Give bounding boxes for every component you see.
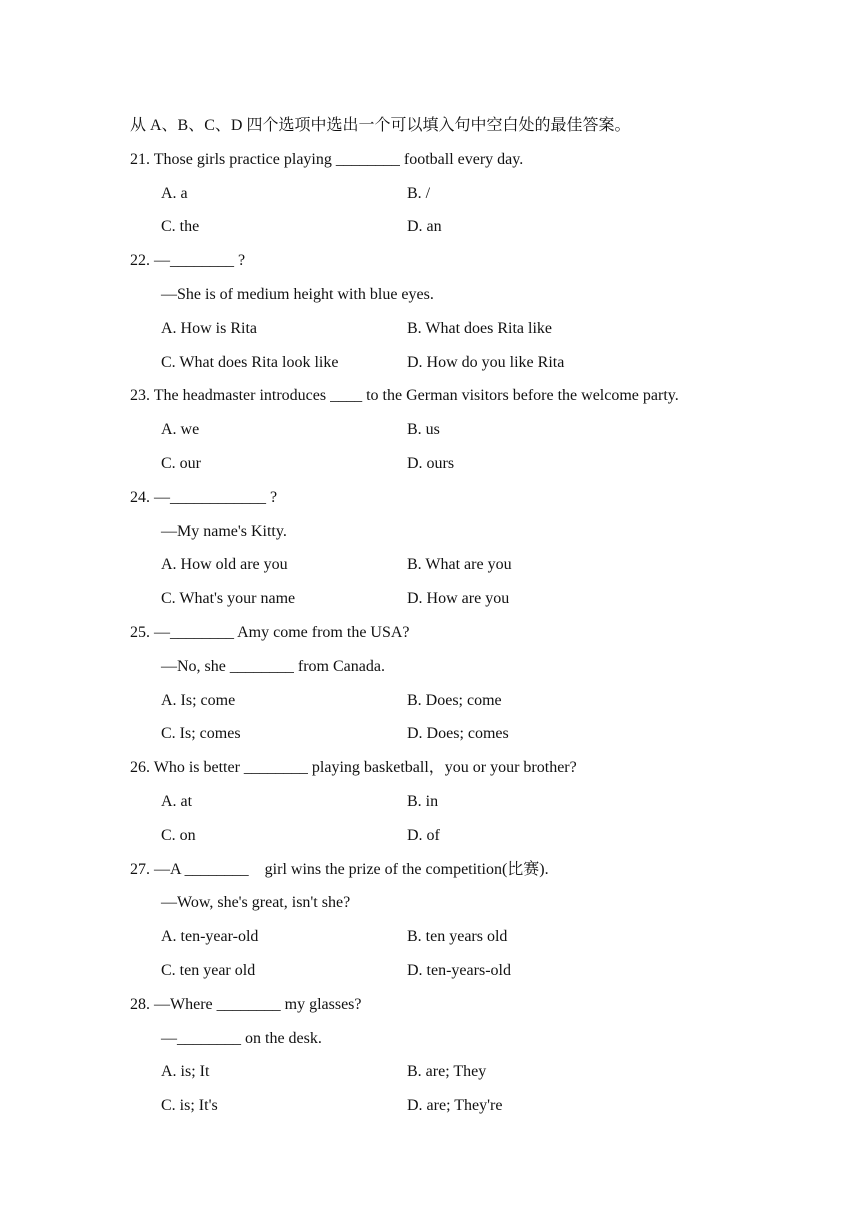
answer-option[interactable]: B. What does Rita like [407, 319, 553, 337]
answer-option[interactable]: D. are; They're [407, 1097, 503, 1115]
answer-option[interactable]: A. How old are you [161, 556, 288, 574]
answer-option[interactable]: C. What's your name [161, 590, 296, 608]
answer-options [130, 920, 810, 988]
question-block [130, 481, 810, 616]
dialogue-response: —My name's Kitty. [161, 522, 287, 540]
option-row [130, 210, 810, 244]
question-stem: 27. —A ________ girl wins the prize of the competition(比赛). [130, 860, 549, 878]
option-row [130, 684, 810, 718]
answer-option[interactable]: C. the [161, 218, 200, 236]
answer-options [130, 413, 810, 481]
answer-options [130, 548, 810, 616]
option-row [130, 548, 810, 582]
option-row [130, 413, 810, 447]
question-stem: 24. —____________ ? [130, 488, 278, 506]
dialogue-response: —No, she ________ from Canada. [161, 657, 385, 675]
question-stem: 26. Who is better ________ playing basketball，you or your brother? [130, 759, 577, 777]
answer-option[interactable]: A. ten-year-old [161, 928, 259, 946]
option-row [130, 582, 810, 616]
answer-option[interactable]: D. How are you [407, 590, 510, 608]
answer-option[interactable]: A. How is Rita [161, 319, 257, 337]
questions-container [130, 143, 810, 1123]
answer-option[interactable]: C. What does Rita look like [161, 353, 339, 371]
option-row [130, 346, 810, 380]
answer-option[interactable]: D. Does; comes [407, 725, 509, 743]
answer-option[interactable]: B. are; They [407, 1063, 487, 1081]
answer-option[interactable]: B. us [407, 421, 440, 439]
answer-option[interactable]: C. Is; comes [161, 725, 241, 743]
answer-option[interactable]: D. of [407, 826, 440, 844]
answer-option[interactable]: B. in [407, 792, 439, 810]
question-block [130, 379, 810, 480]
answer-option[interactable]: B. ten years old [407, 928, 508, 946]
question-block [130, 143, 810, 244]
answer-option[interactable]: D. an [407, 218, 442, 236]
answer-option[interactable]: A. at [161, 792, 193, 810]
answer-option[interactable]: B. / [407, 184, 431, 202]
question-stem: 28. —Where ________ my glasses? [130, 995, 362, 1013]
option-row [130, 177, 810, 211]
question-block [130, 853, 810, 988]
answer-option[interactable]: C. is; It's [161, 1097, 218, 1115]
answer-option[interactable]: D. ours [407, 454, 455, 472]
option-row [130, 954, 810, 988]
option-row [130, 717, 810, 751]
option-row [130, 1089, 810, 1123]
answer-options [130, 785, 810, 853]
dialogue-response: —She is of medium height with blue eyes. [161, 285, 434, 303]
option-row [130, 447, 810, 481]
answer-option[interactable]: B. What are you [407, 556, 512, 574]
question-block [130, 244, 810, 379]
instruction-text: 从 A、B、C、D 四个选项中选出一个可以填入句中空白处的最佳答案。 [130, 117, 631, 134]
question-block [130, 751, 810, 852]
answer-option[interactable]: A. we [161, 421, 200, 439]
option-row [130, 920, 810, 954]
dialogue-response: —________ on the desk. [161, 1029, 322, 1047]
answer-option[interactable]: C. our [161, 454, 201, 472]
answer-options [130, 1055, 810, 1123]
answer-option[interactable]: C. ten year old [161, 961, 256, 979]
option-row [130, 312, 810, 346]
question-block [130, 616, 810, 751]
question-stem: 21. Those girls practice playing ________ football every day. [130, 150, 524, 168]
option-row [130, 819, 810, 853]
answer-option[interactable]: D. How do you like Rita [407, 353, 565, 371]
answer-options [130, 177, 810, 245]
answer-option[interactable]: B. Does; come [407, 691, 502, 709]
answer-options [130, 684, 810, 752]
question-block [130, 988, 810, 1123]
option-row [130, 785, 810, 819]
question-stem: 22. —________ ? [130, 252, 246, 270]
option-row [130, 1055, 810, 1089]
answer-option[interactable]: A. a [161, 184, 188, 202]
answer-option[interactable]: C. on [161, 826, 196, 844]
question-stem: 25. —________ Amy come from the USA? [130, 623, 410, 641]
question-stem: 23. The headmaster introduces ____ to the German visitors before the welcome party. [130, 387, 679, 405]
dialogue-response: —Wow, she's great, isn't she? [161, 894, 351, 912]
answer-option[interactable]: A. Is; come [161, 691, 236, 709]
answer-option[interactable]: A. is; It [161, 1063, 210, 1081]
question-list [130, 109, 810, 1123]
answer-option[interactable]: D. ten-years-old [407, 961, 511, 979]
answer-options [130, 312, 810, 380]
